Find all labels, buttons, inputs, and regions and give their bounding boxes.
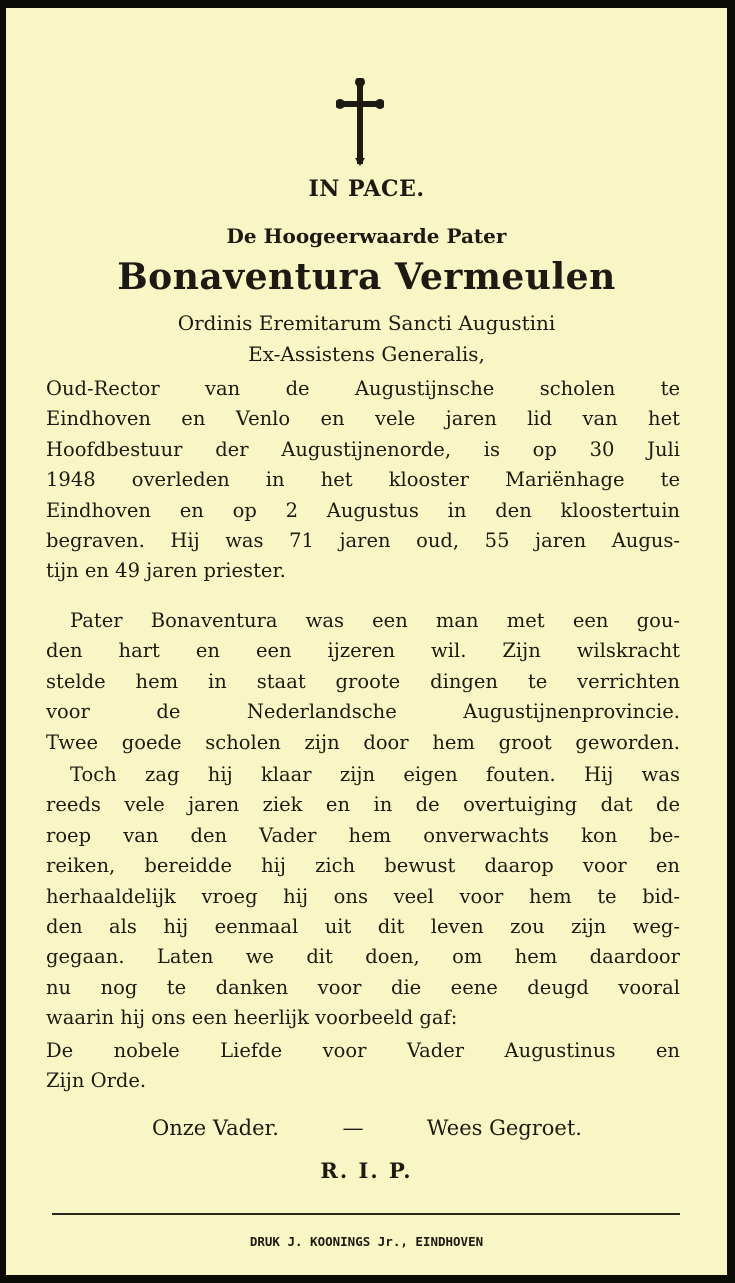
text-line: roep van den Vader hem onverwachts kon be- xyxy=(46,823,680,847)
divider xyxy=(52,1213,680,1215)
text-line: 1948 overleden in het klooster Mariënhage te xyxy=(46,468,680,492)
paragraph-character xyxy=(46,606,680,758)
paragraph-request xyxy=(46,760,680,1034)
text-line: Zijn Orde. xyxy=(46,1069,147,1093)
text-line: herhaaldelijk vroeg hij ons veel voor hem te bid- xyxy=(46,884,680,908)
text-line: tijn en 49 jaren priester. xyxy=(46,559,286,583)
prayer-our-father: Onze Vader. xyxy=(152,1116,279,1140)
text-line: stelde hem in staat groote dingen te verrichten xyxy=(46,669,680,693)
text-line: Eindhoven en op 2 Augustus in den kloostertuin xyxy=(46,498,680,522)
prayer-line xyxy=(152,1116,582,1140)
text-line: gegaan. Laten we dit doen, om hem daardoor xyxy=(46,945,680,969)
text-line: den als hij eenmaal uit dit leven zou zijn weg- xyxy=(46,914,680,938)
text-line: reiken, bereidde hij zich bewust daarop voor en xyxy=(46,854,680,878)
text-line: Hoofdbestuur der Augustijnenorde, is op 30 Juli xyxy=(46,437,680,461)
rip-text: R. I. P. xyxy=(320,1158,413,1183)
text-line: Oud-Rector van de Augustijnsche scholen te xyxy=(46,377,680,400)
heading-in-pace: IN PACE. xyxy=(308,176,425,202)
text-line: nu nog te danken voor die eene deugd vooral xyxy=(46,975,680,999)
text-line: voor de Nederlandsche Augustijnenprovincie. xyxy=(46,700,680,724)
religious-order: Ordinis Eremitarum Sancti Augustini xyxy=(177,311,556,335)
text-line: Eindhoven en Venlo en vele jaren lid van het xyxy=(46,407,680,431)
prayer-hail-mary: Wees Gegroet. xyxy=(426,1116,582,1140)
text-line: waarin hij ons een heerlijk voorbeeld gaf: xyxy=(46,1006,458,1030)
title-line: De Hoogeerwaarde Pater xyxy=(226,224,507,248)
text-line: Pater Bonaventura was een man met een gou- xyxy=(70,609,680,632)
deceased-name: Bonaventura Vermeulen xyxy=(117,256,616,298)
memorial-card xyxy=(6,8,727,1275)
printer-credit: DRUK J. KOONINGS Jr., EINDHOVEN xyxy=(249,1234,484,1249)
text-line: Toch zag hij klaar zijn eigen fouten. Hij was xyxy=(70,763,680,786)
paragraph-closing xyxy=(46,1036,680,1097)
text-line: den hart en een ijzeren wil. Zijn wilskracht xyxy=(46,639,680,663)
text-line: Twee goede scholen zijn door hem groot geworden. xyxy=(46,730,680,754)
text-line: reeds vele jaren ziek en in de overtuiging dat de xyxy=(46,793,680,817)
paragraph-biography xyxy=(46,374,680,587)
function-title: Ex-Assistens Generalis, xyxy=(248,342,485,366)
text-line: begraven. Hij was 71 jaren oud, 55 jaren Augus- xyxy=(46,528,680,552)
prayer-separator: — xyxy=(342,1116,364,1140)
cross-icon xyxy=(336,78,384,166)
text-line: De nobele Liefde voor Vader Augustinus en xyxy=(46,1039,680,1062)
